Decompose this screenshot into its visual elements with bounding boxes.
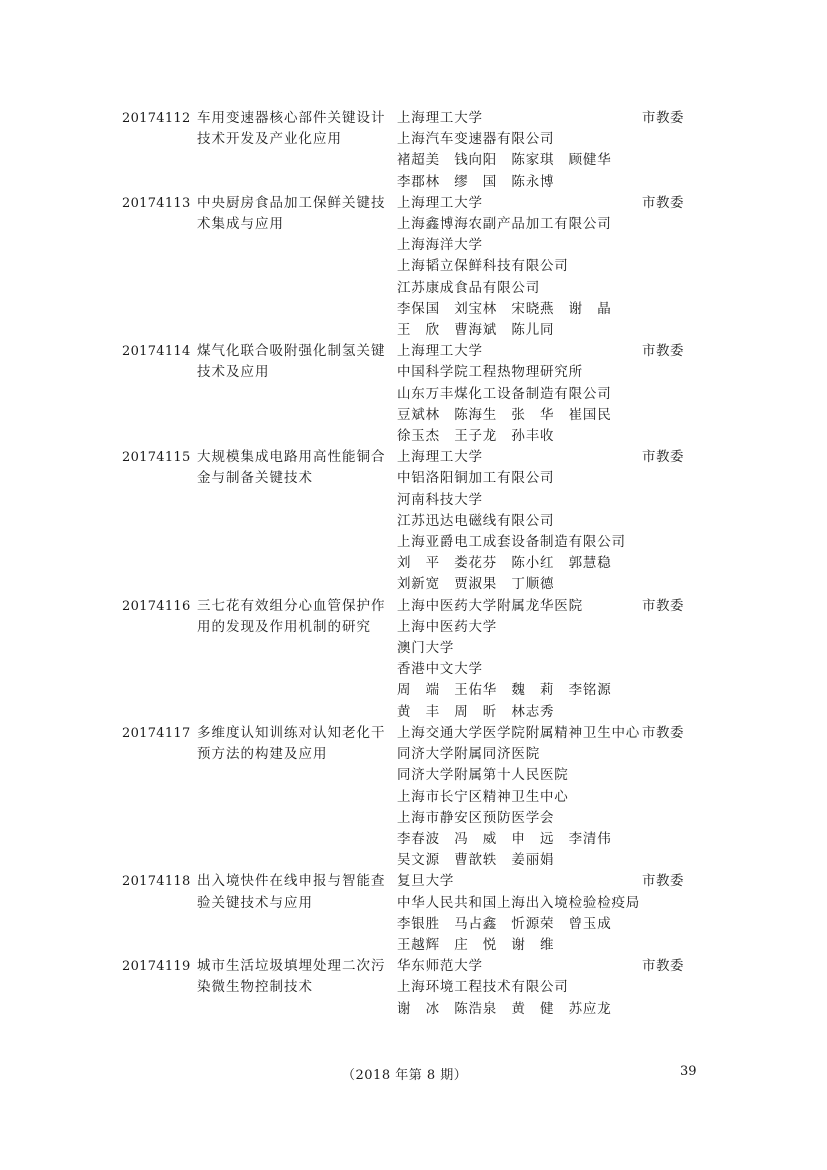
organization-name: 上海理工大学 <box>397 343 483 360</box>
organization-name: 江苏康成食品有限公司 <box>397 279 540 296</box>
organization-name: 澳门大学 <box>397 640 455 657</box>
organization-name: 上海海洋大学 <box>397 237 483 254</box>
organization-name: 上海鑫博海农副产品加工有限公司 <box>397 216 612 233</box>
contributors-line: 褚超美 钱向阳 陈家琪 顾健华 <box>397 152 612 169</box>
organization-name: 上海市静安区预防医学会 <box>397 809 555 826</box>
contributors-line: 谢 冰 陈浩泉 黄 健 苏应龙 <box>397 1000 612 1017</box>
nominating-department: 市教委 <box>642 873 684 890</box>
organization-name: 上海理工大学 <box>397 449 483 466</box>
organization-name: 上海理工大学 <box>397 194 483 211</box>
contributors-line: 李银胜 马占鑫 忻源荣 曾玉成 <box>397 915 612 932</box>
project-id: 20174115 <box>122 450 191 466</box>
contributors-line: 吴文源 曹歆轶 姜丽娟 <box>397 852 555 869</box>
organization-name: 同济大学附属同济医院 <box>397 746 540 763</box>
award-entry <box>122 596 702 723</box>
organization-name: 中华人民共和国上海出入境检验检疫局 <box>397 894 641 911</box>
nominating-department: 市教委 <box>642 449 684 466</box>
award-list <box>122 108 702 1020</box>
award-entry <box>122 108 702 193</box>
award-entry <box>122 871 702 956</box>
project-title-line: 金与制备关键技术 <box>197 470 313 487</box>
project-title <box>197 108 397 193</box>
organization-name: 上海理工大学 <box>397 110 483 126</box>
project-title-line: 大规模集成电路用高性能铜合 <box>197 449 386 466</box>
contributors-line: 徐玉杰 王子龙 孙丰收 <box>397 428 555 445</box>
organization-name: 上海交通大学医学院附属精神卫生中心 <box>397 724 641 741</box>
project-title-line: 城市生活垃圾填埋处理二次污 <box>197 958 386 975</box>
organization-name: 上海韬立保鲜科技有限公司 <box>397 258 569 275</box>
organization-name: 中国科学院工程热物理研究所 <box>397 364 583 381</box>
project-title-line: 多维度认知训练对认知老化干 <box>197 724 386 741</box>
project-title-line: 出入境快件在线申报与智能查 <box>197 873 386 890</box>
award-entry <box>122 723 702 871</box>
organization-name: 上海中医药大学 <box>397 618 498 635</box>
organizations <box>397 341 642 447</box>
organizations <box>397 193 642 341</box>
organization-name: 上海汽车变速器有限公司 <box>397 131 555 148</box>
organization-name: 上海亚爵电工成套设备制造有限公司 <box>397 534 626 551</box>
award-entry <box>122 447 702 595</box>
organization-name: 山东万丰煤化工设备制造有限公司 <box>397 385 612 402</box>
project-title-line: 三七花有效组分心血管保护作 <box>197 597 386 614</box>
project-title-line: 术集成与应用 <box>197 216 284 233</box>
project-id: 20174118 <box>122 874 191 890</box>
project-title-line: 技术开发及产业化应用 <box>197 131 342 148</box>
contributors-line: 李郡林 缪 国 陈永博 <box>397 173 555 190</box>
project-title-line: 中央厨房食品加工保鲜关键技 <box>197 194 386 211</box>
organizations <box>397 447 642 595</box>
project-title-line: 车用变速器核心部件关键设计 <box>197 110 386 126</box>
organization-name: 上海市长宁区精神卫生中心 <box>397 788 569 805</box>
nominating-department: 市教委 <box>642 194 684 211</box>
organizations <box>397 956 642 1020</box>
project-id: 20174117 <box>122 725 191 741</box>
project-title <box>197 341 397 447</box>
project-title-line: 验关键技术与应用 <box>197 894 313 911</box>
organization-name: 江苏迅达电磁线有限公司 <box>397 512 555 529</box>
contributors-line: 刘新宽 贾淑果 丁顺德 <box>397 576 555 593</box>
organization-name: 香港中文大学 <box>397 661 483 678</box>
award-entry <box>122 341 702 447</box>
contributors-line: 李春波 冯 威 申 远 李清伟 <box>397 830 612 847</box>
organization-name: 复旦大学 <box>397 873 455 890</box>
nominating-department: 市教委 <box>642 110 684 126</box>
contributors-line: 黄 丰 周 昕 林志秀 <box>397 703 555 720</box>
page-number: 39 <box>680 1064 697 1079</box>
contributors-line: 刘 平 娄花芬 陈小红 郭慧稳 <box>397 555 612 572</box>
contributors-line: 豆斌林 陈海生 张 华 崔国民 <box>397 406 612 423</box>
project-title-line: 染微生物控制技术 <box>197 979 313 996</box>
organization-name: 华东师范大学 <box>397 958 483 975</box>
organizations <box>397 723 642 871</box>
project-title <box>197 956 397 1020</box>
organizations <box>397 596 642 723</box>
project-title <box>197 723 397 871</box>
issue-number: （2018 年第 8 期） <box>342 1068 468 1083</box>
project-id: 20174112 <box>122 111 191 126</box>
organizations <box>397 871 642 956</box>
project-title-line: 技术及应用 <box>197 364 270 381</box>
project-id: 20174114 <box>122 344 191 360</box>
project-title-line: 煤气化联合吸附强化制氢关键 <box>197 343 386 360</box>
organizations <box>397 108 642 193</box>
nominating-department: 市教委 <box>642 597 684 614</box>
organization-name: 上海环境工程技术有限公司 <box>397 979 569 996</box>
page-footer <box>0 1064 827 1088</box>
organization-name: 中铝洛阳铜加工有限公司 <box>397 470 555 487</box>
organization-name: 河南科技大学 <box>397 491 483 508</box>
project-title <box>197 871 397 956</box>
contributors-line: 周 端 王佑华 魏 莉 李铭源 <box>397 682 612 699</box>
project-title <box>197 447 397 595</box>
project-id: 20174113 <box>122 195 191 211</box>
nominating-department: 市教委 <box>642 343 684 360</box>
award-entry <box>122 193 702 341</box>
nominating-department: 市教委 <box>642 958 684 975</box>
project-title <box>197 596 397 723</box>
nominating-department: 市教委 <box>642 724 684 741</box>
project-id: 20174119 <box>122 959 191 975</box>
project-id: 20174116 <box>122 598 191 614</box>
organization-name: 同济大学附属第十人民医院 <box>397 767 569 784</box>
organization-name: 上海中医药大学附属龙华医院 <box>397 597 583 614</box>
contributors-line: 李保国 刘宝林 宋晓燕 谢 晶 <box>397 300 612 317</box>
project-title <box>197 193 397 341</box>
contributors-line: 王 欣 曹海斌 陈儿同 <box>397 322 555 339</box>
project-title-line: 预方法的构建及应用 <box>197 746 328 763</box>
project-title-line: 用的发现及作用机制的研究 <box>197 618 371 635</box>
contributors-line: 王越辉 庄 悦 谢 维 <box>397 936 555 953</box>
award-entry <box>122 956 702 1020</box>
